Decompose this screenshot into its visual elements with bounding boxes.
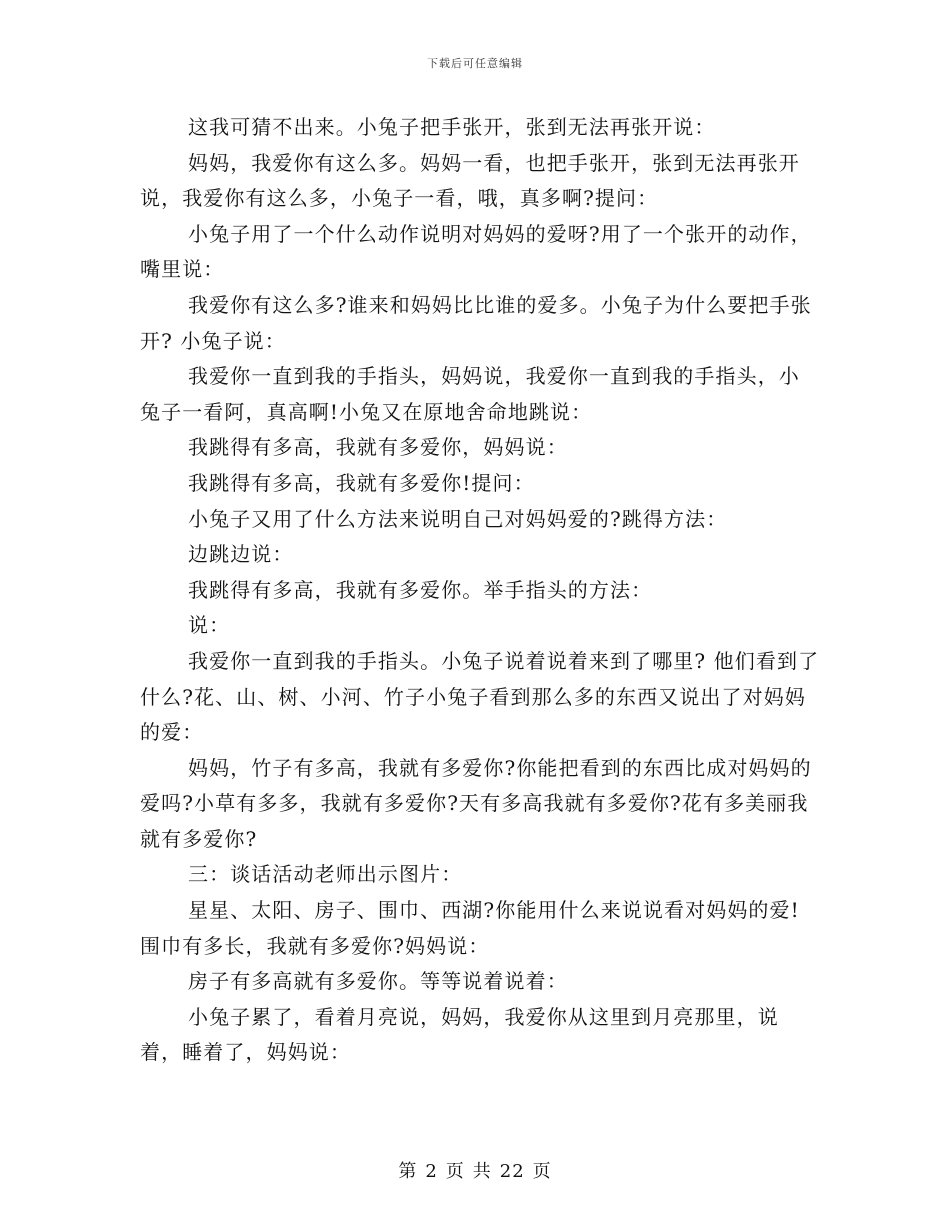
total-pages-number: 22 (499, 1161, 525, 1182)
page-number-footer (0, 1157, 950, 1183)
paragraph: 妈妈，竹子有多高，我就有多爱你?你能把看到的东西比成对妈妈的爱吗?小草有多多，我就有多爱你?天有多高我就有多爱你?花有多美丽我就有多爱你? (140, 755, 812, 851)
current-page-number: 2 (425, 1161, 438, 1182)
footer-suffix: 页 (532, 1161, 552, 1182)
footer-prefix: 第 (398, 1161, 418, 1182)
paragraph: 我跳得有多高，我就有多爱你。举手指头的方法： (188, 577, 653, 602)
paragraph: 房子有多高就有多爱你。等等说着说着： (188, 969, 568, 994)
paragraph: 小兔子用了一个什么动作说明对妈妈的爱呀?用了一个张开的动作，嘴里说： (140, 221, 812, 282)
paragraph: 我跳得有多高，我就有多爱你!提问： (188, 470, 535, 495)
paragraph: 妈妈，我爱你有这么多。妈妈一看，也把手张开，张到无法再张开说，我爱你有这么多，小兔子一看，哦，真多啊?提问： (140, 150, 800, 211)
header-note: 下载后可任意编辑 (427, 57, 523, 70)
paragraph: 我爱你一直到我的手指头。小兔子说着说着来到了哪里? 他们看到了什么?花、山、树、小河、竹子小兔子看到那么多的东西又说出了对妈妈的爱： (140, 648, 820, 745)
paragraph: 小兔子累了，看着月亮说，妈妈，我爱你从这里到月亮那里，说着，睡着了，妈妈说： (140, 1004, 779, 1065)
footer-page-word: 页 (445, 1161, 465, 1182)
paragraph: 我爱你一直到我的手指头，妈妈说，我爱你一直到我的手指头，小兔子一看阿，真高啊!小兔又在原地舍命地跳说： (140, 364, 800, 424)
paragraph: 边跳边说： (188, 542, 294, 567)
body-text (140, 110, 820, 1071)
paragraph: 星星、太阳、房子、围巾、西湖?你能用什么来说说看对妈妈的爱!围巾有多长，我就有多爱你?妈妈说： (140, 898, 800, 958)
paragraph: 三：谈话活动老师出示图片： (188, 862, 463, 887)
paragraph: 我爱你有这么多?谁来和妈妈比比谁的爱多。小兔子为什么要把手张开? 小兔子说： (140, 292, 812, 353)
paragraph: 说： (188, 613, 231, 638)
paragraph: 我跳得有多高，我就有多爱你，妈妈说： (188, 435, 568, 460)
footer-middle: 共 (472, 1161, 492, 1182)
paragraph: 这我可猜不出来。小兔子把手张开，张到无法再张开说： (188, 115, 716, 139)
paragraph: 小兔子又用了什么方法来说明自己对妈妈爱的?跳得方法： (188, 506, 728, 531)
